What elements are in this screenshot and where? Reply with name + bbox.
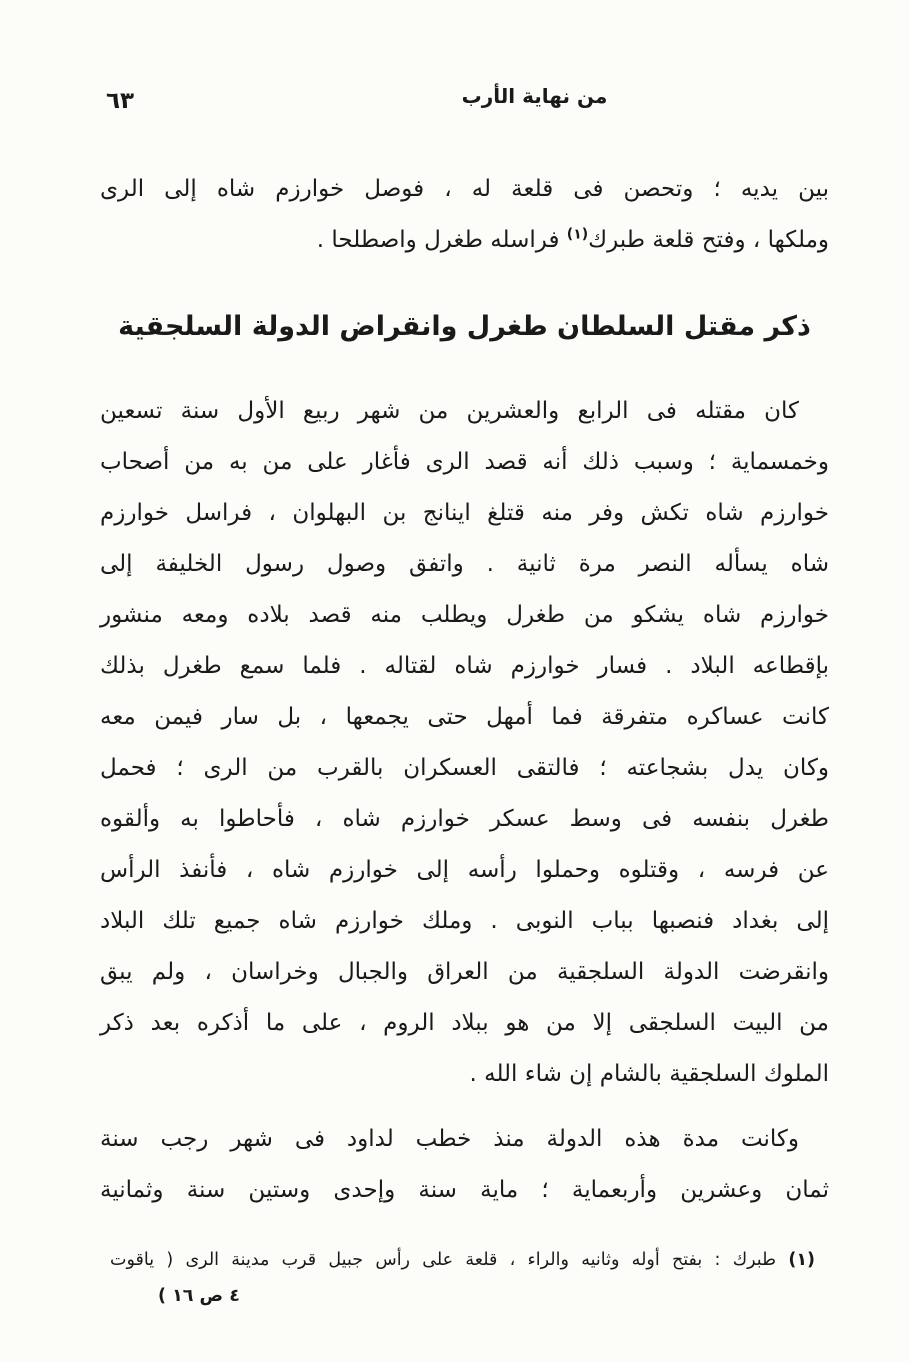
running-title-wrap xyxy=(100,84,829,110)
body-line: خوارزم شاه تكش وفر منه قتلغ اينانج بن البهلوان ، فراسل خوارزم xyxy=(100,500,829,526)
body-line: شاه يسأله النصر مرة ثانية . واتفق وصول رسول الخليفة إلى xyxy=(100,551,829,577)
body-line: وخمسماية ؛ وسبب ذلك أنه قصد الرى فأغار على من به من أصحاب xyxy=(100,449,829,475)
body-line: الملوك السلجقية بالشام إن شاء الله . xyxy=(469,1061,829,1087)
closing-paragraph xyxy=(100,1114,829,1216)
footnote-reference: (١) xyxy=(566,226,589,243)
body-line: عن فرسه ، وقتلوه وحملوا رأسه إلى خوارزم شاه ، فأنفذ الرأس xyxy=(100,857,829,883)
closing-line: وكانت مدة هذه الدولة منذ خطب لداود فى شهر رجب سنة xyxy=(100,1126,799,1152)
running-title: من نهاية الأرب xyxy=(461,84,608,108)
intro-line-2-text-after: فراسله طغرل واصطلحا . xyxy=(316,227,560,253)
page-number: ٦٣ xyxy=(106,88,135,114)
footnote-continuation: ٤ ص ١٦ ) xyxy=(158,1286,240,1306)
body-line: من البيت السلجقى إلا من هو ببلاد الروم ، على ما أذكره بعد ذكر xyxy=(100,1010,829,1036)
body-line: كانت عساكره متفرقة فما أمهل حتى يجمعها ، بل سار فيمن معه xyxy=(100,704,829,730)
body-paragraph xyxy=(100,386,829,1100)
footnote-line xyxy=(110,1242,815,1278)
intro-line-2 xyxy=(100,215,829,266)
footnote xyxy=(100,1242,829,1314)
body-line: طغرل بنفسه فى وسط عسكر خوارزم شاه ، فأحاطوا به وألقوه xyxy=(100,806,829,832)
intro-line-1: بين يديه ؛ وتحصن فى قلعة له ، فوصل خوارزم شاه إلى الرى xyxy=(100,176,829,202)
footnote-text: طبرك : بفتح أوله وثانيه والراء ، قلعة على رأس جبيل قرب مدينة الرى ( ياقوت xyxy=(110,1250,777,1270)
body-line: وانقرضت الدولة السلجقية من العراق والجبال وخراسان ، ولم يبق xyxy=(100,959,829,985)
closing-line: ثمان وعشرين وأربعماية ؛ ماية سنة وإحدى وستين سنة وثمانية xyxy=(100,1177,829,1203)
page-header xyxy=(100,84,829,122)
text-column xyxy=(100,0,829,1314)
body-line: وكان يدل بشجاعته ؛ فالتقى العسكران بالقرب من الرى ؛ فحمل xyxy=(100,755,829,781)
body-line: بإقطاعه البلاد . فسار خوارزم شاه لقتاله . فلما سمع طغرل بذلك xyxy=(100,653,829,679)
body-line: كان مقتله فى الرابع والعشرين من شهر ربيع الأول سنة تسعين xyxy=(100,398,799,424)
body-line: خوارزم شاه يشكو من طغرل ويطلب منه قصد بلاده ومعه منشور xyxy=(100,602,829,628)
footnote-marker: (١) xyxy=(788,1250,815,1270)
section-heading: ذكر مقتل السلطان طغرل وانقراض الدولة السلجقية xyxy=(118,311,811,342)
intro-paragraph xyxy=(100,164,829,266)
intro-line-2-text: وملكها ، وفتح قلعة طبرك xyxy=(588,227,829,253)
body-line: إلى بغداد فنصبها بباب النوبى . وملك خوارزم شاه جميع تلك البلاد xyxy=(100,908,829,934)
